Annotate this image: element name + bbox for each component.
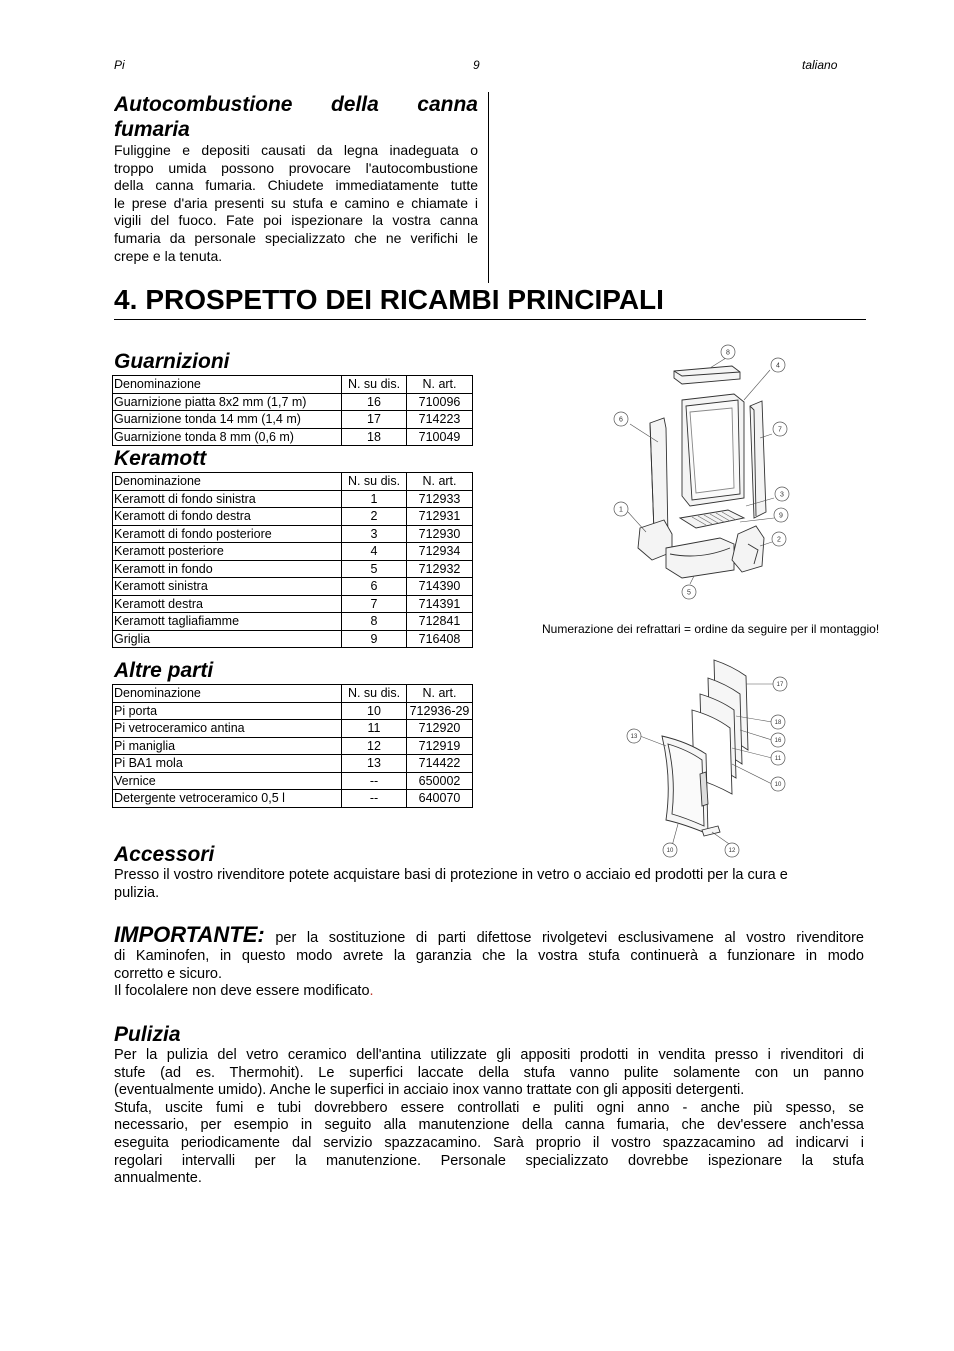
figure2-label: 11 <box>774 756 782 762</box>
figure2-label: 17 <box>776 682 784 688</box>
table-row: Guarnizione tonda 8 mm (0,6 m) 18 710049 <box>113 428 473 446</box>
refractory-exploded-diagram <box>600 338 810 606</box>
page-number: 9 <box>473 58 480 72</box>
importante-title: IMPORTANTE: <box>114 922 265 947</box>
table-row: Keramott sinistra 6 714390 <box>113 578 473 596</box>
figure2-label: 10 <box>774 782 782 788</box>
importante-line1: IMPORTANTE: per la sostituzione di parti difettose rivolgetevi esclusivamene al vostro rivenditore <box>114 922 864 947</box>
column-divider <box>488 92 489 283</box>
table-row: Keramott di fondo posteriore 3 712930 <box>113 525 473 543</box>
figure2-label: 13 <box>630 734 638 740</box>
accessori-text: Presso il vostro rivenditore potete acquistare basi di protezione in vetro o acciaio ed prodotti per la cura e pulizia. <box>114 867 788 901</box>
autocombustione-text: Fuliggine e depositi causati da legna inadeguata o troppo umida possono provocare l'autocombustione della canna fumaria. Chiudete immediatamente tutte le prese d'aria presenti su stufa e camino e chiamate i vigili del fuoco. Fate poi ispezionare la vostra canna fumaria da personale specializzato che ne verifichi le crepe e la tenuta. <box>114 142 478 264</box>
pulizia-text: Per la pulizia del vetro ceramico dell'antina utilizzate gli appositi prodotti in vendita presso i rivenditori di stufe (ad es. Thermohit). Le superfici laccate della stufa vanno pulite solamente con un panno (eventualmente umido). Anche le superfici in acciaio inox vanno trattate con gli appositi detergenti. Stufa, uscite fumi e tubi dovrebbero essere controllati e puliti ogni anno - anche più spesso, se necessario, per esempio in seguito alla manutenzione della canna fumaria, che dev'essere anch'essa eseguita periodicamente dal servizio spazzacamino. Sarà proprio il vostro spazzacamino ad indicarvi i regolari intervalli per la manutenzione. Personale specializzato dovrebbe ispezionare la stufa annualmente. <box>114 1047 864 1187</box>
figure1-label: 8 <box>726 349 730 357</box>
altre-parti-table <box>112 684 473 808</box>
altre-parti-title: Altre parti <box>114 659 214 682</box>
table-header-row: Denominazione N. su dis. N. art. <box>113 473 473 491</box>
table-row: Keramott di fondo destra 2 712931 <box>113 508 473 526</box>
table-row: Keramott tagliafiamme 8 712841 <box>113 613 473 631</box>
section-heading <box>114 284 664 316</box>
table-row: Guarnizione piatta 8x2 mm (1,7 m) 16 710096 <box>113 393 473 411</box>
table-row: Pi BA1 mola 13 714422 <box>113 755 473 773</box>
figure2-label: 18 <box>774 720 782 726</box>
table-row: Keramott destra 7 714391 <box>113 595 473 613</box>
figure1-label: 5 <box>687 589 691 597</box>
keramott-table <box>112 472 473 648</box>
section-number: 4. <box>114 284 138 315</box>
table-row: Pi porta 10 712936-29 <box>113 702 473 720</box>
importante-section: IMPORTANTE: per la sostituzione di parti difettose rivolgetevi esclusivamene al vostro rivenditore di Kaminofen, in questo modo avrete la garanzia che la vostra stufa continuerà a funzionare in modo corretto e sicuro. Il focolalere non deve essere modificato. <box>114 922 864 1000</box>
section-underline <box>114 319 866 320</box>
autocombustione-title-line2: fumaria <box>114 118 190 141</box>
door-exploded-diagram <box>622 654 802 862</box>
table-row: Keramott posteriore 4 712934 <box>113 543 473 561</box>
header-right: taliano <box>802 58 838 72</box>
figure1-label: 6 <box>619 416 623 424</box>
pulizia-title: Pulizia <box>114 1023 181 1046</box>
table-row: Griglia 9 716408 <box>113 630 473 648</box>
figure1-label: 1 <box>619 506 623 514</box>
figure1-label: 3 <box>780 491 784 499</box>
accessori-title: Accessori <box>114 843 215 866</box>
figure2-label: 12 <box>728 848 736 854</box>
table-row: Vernice -- 650002 <box>113 772 473 790</box>
importante-last-line: Il focolalere non deve essere modificato. <box>114 983 374 1000</box>
table-row: Pi maniglia 12 712919 <box>113 737 473 755</box>
header-left: Pi <box>114 58 125 72</box>
figure2-label: 16 <box>774 738 782 744</box>
autocombustione-title-line1: Autocombustione della canna <box>114 93 478 116</box>
autocombustione-section <box>114 92 478 265</box>
table-row: Guarnizione tonda 14 mm (1,4 m) 17 714223 <box>113 411 473 429</box>
figure2-label: 10 <box>666 848 674 854</box>
figure1-caption: Numerazione dei refrattari = ordine da seguire per il montaggio! <box>542 622 880 636</box>
section-title: PROSPETTO DEI RICAMBI PRINCIPALI <box>145 284 664 315</box>
table-row: Keramott di fondo sinistra 1 712933 <box>113 490 473 508</box>
figure1-label: 9 <box>779 512 783 520</box>
figure1-label: 7 <box>778 426 782 434</box>
table-row: Keramott in fondo 5 712932 <box>113 560 473 578</box>
guarnizioni-table <box>112 375 473 446</box>
figure1-label: 4 <box>776 362 780 370</box>
table-row: Detergente vetroceramico 0,5 l -- 640070 <box>113 790 473 808</box>
table-row: Pi vetroceramico antina 11 712920 <box>113 720 473 738</box>
table-header-row: Denominazione N. su dis. N. art. <box>113 376 473 394</box>
guarnizioni-title: Guarnizioni <box>114 350 230 373</box>
table-header-row: Denominazione N. su dis. N. art. <box>113 685 473 703</box>
keramott-title: Keramott <box>114 447 207 470</box>
figure1-label: 2 <box>777 536 781 544</box>
